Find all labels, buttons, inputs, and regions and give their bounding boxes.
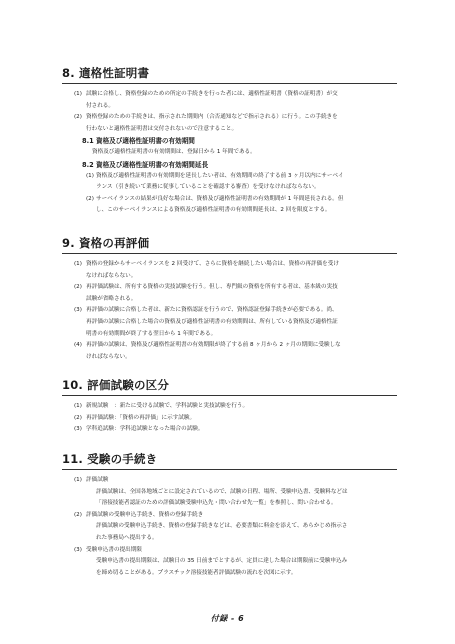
para-line: 評価試験は、全国各地域ごとに設定されているので、試験の日程、場所、受験申込書、受験料などは bbox=[96, 488, 348, 495]
section-9-para-1 bbox=[62, 259, 397, 282]
para-line: 再評価試験：「資格の再評価」に示す試験。 bbox=[86, 414, 196, 421]
subsection-8-2-para-2 bbox=[62, 194, 397, 217]
section-8-title: 8. 適格性証明書 bbox=[62, 66, 397, 84]
para-number: (1) bbox=[74, 261, 82, 267]
para-line: 資格及び適格性証明書の有効期間を延長したい者は、有効期間の終了する前 3 ヶ月以内にサーベイ bbox=[96, 172, 344, 179]
section-10-item-3 bbox=[62, 424, 397, 436]
para-line: 明書の有効期間が終了する翌日から 1 年間である。 bbox=[86, 330, 217, 337]
para-number: (1) bbox=[74, 403, 82, 409]
section-9 bbox=[62, 236, 397, 363]
para-number: (1) bbox=[74, 477, 82, 483]
section-9-para-3 bbox=[62, 305, 397, 340]
para-line: 受験申込書の提出期限は、試験日の 35 日前までとするが、定員に達した場合は期限前に受験申込み bbox=[96, 558, 348, 565]
section-11-step-2-label bbox=[62, 510, 397, 522]
section-9-title: 9. 資格の再評価 bbox=[62, 236, 397, 254]
para-line: 試験が省略される。 bbox=[86, 295, 137, 302]
para-number: (3) bbox=[74, 426, 82, 433]
para-line: 学科追試験：学科追試験となった場合の試験。 bbox=[86, 426, 204, 433]
section-9-para-2 bbox=[62, 282, 397, 305]
para-line: 評価試験の受験申込手続き、資格の登録手続きなどは、必要書類に料金を添えて、あらかじめ指示さ bbox=[96, 523, 348, 530]
para-line: を締め切ることがある。プラスチック溶接技能者評価試験の流れを次図に示す。 bbox=[96, 569, 297, 576]
section-8-para-1 bbox=[62, 89, 397, 112]
step-label-text: 評価試験の受験申込手続き、資格の登録手続き bbox=[86, 511, 204, 518]
section-8-para-2 bbox=[62, 112, 397, 135]
para-number: (1) bbox=[74, 91, 82, 97]
para-number: (2) bbox=[74, 114, 82, 121]
para-line: 「溶接技能者認証のための評価試験受験申込先・問い合わせ先一覧」を参照し、問い合わせる。 bbox=[96, 500, 337, 507]
para-line: 付される。 bbox=[86, 102, 114, 109]
section-11-step-3-body bbox=[62, 556, 397, 579]
page-footer: 付録 - 6 bbox=[210, 614, 245, 623]
subsection-8-2-title: 8.2 資格及び適格性証明書の有効期間延長 bbox=[82, 160, 209, 169]
para-number: (2) bbox=[86, 195, 94, 202]
section-10-item-1 bbox=[62, 401, 397, 413]
para-line: 資格の登録からサーベイランスを 2 回受けて、さらに資格を継続したい場合は、資格の再評価を受け bbox=[86, 261, 339, 267]
section-8 bbox=[62, 66, 397, 216]
para-line: ランス（引き続いて業務に従事していることを確認する審査）を受けなければならない。 bbox=[96, 184, 320, 191]
para-line: 再評価の試験に合格した場合の資格及び適格性証明書の有効期間は、所有している資格及び適格性証 bbox=[86, 318, 338, 325]
para-line: ければならない。 bbox=[86, 353, 131, 360]
subsection-8-1-title: 8.1 資格及び適格性証明書の有効期間 bbox=[82, 137, 195, 146]
para-line: 行わないと適格性証明書は交付されないので注意すること。 bbox=[86, 125, 238, 132]
para-number: (3) bbox=[74, 546, 82, 553]
para-line: 再評価試験は、所有する資格の実技試験を行う。但し、専門級の資格を所有する者は、基本級の実技 bbox=[86, 284, 338, 291]
para-line: 新規試験 ：新たに受ける試験で、学科試験と実技試験を行う。 bbox=[86, 403, 249, 409]
section-11-step-1-body bbox=[62, 487, 397, 510]
para-line: 試験に合格し、資格登録のための所定の手続きを行った者には、適格性証明書（資格の証明書）が交 bbox=[86, 91, 338, 97]
section-10 bbox=[62, 378, 397, 436]
subsection-8-2-para-1 bbox=[62, 171, 397, 194]
section-10-title: 10. 評価試験の区分 bbox=[62, 378, 397, 396]
subsection-8-1-body: 資格及び適格性証明書の有効期間は、登録日から 1 年間である。 bbox=[92, 149, 256, 156]
para-number: (4) bbox=[74, 342, 82, 349]
section-10-item-2 bbox=[62, 413, 397, 425]
para-number: (3) bbox=[74, 307, 82, 314]
section-11-title: 11. 受験の手続き bbox=[62, 452, 397, 470]
para-number: (2) bbox=[74, 284, 82, 291]
step-label-text: 受験申込書の提出期限 bbox=[86, 546, 142, 553]
section-11 bbox=[62, 452, 397, 579]
para-line: れた事務局へ提出する。 bbox=[96, 534, 158, 541]
para-line: 再評価の試験は、資格及び適格性証明書の有効期限が終了する前 8 ヶ月から 2 ヶ月の期間に受験しな bbox=[86, 342, 341, 349]
section-11-step-2-body bbox=[62, 521, 397, 544]
para-line: 再評価の試験に合格した者は、新たに資格認証を行うので、資格認証登録手続きが必要である。尚、 bbox=[86, 307, 338, 314]
para-line: なければならない。 bbox=[86, 272, 137, 279]
section-9-para-4 bbox=[62, 340, 397, 363]
para-line: し、このサーベイランスによる資格及び適格性証明書の有効期間延長は、2 回を限度とする。 bbox=[96, 207, 331, 213]
section-11-step-3-label bbox=[62, 545, 397, 557]
para-line: 資格登録のための手続きは、指示された期間内（合否通知などで指示される）に行う。この手続きを bbox=[86, 114, 338, 121]
para-number: (2) bbox=[74, 511, 82, 518]
step-label-text: 評価試験 bbox=[86, 477, 109, 483]
section-11-step-1-label bbox=[62, 475, 397, 487]
para-number: (1) bbox=[86, 172, 94, 179]
para-number: (2) bbox=[74, 414, 82, 421]
para-line: サーベイランスの結果が良好な場合は、資格及び適格性証明書の有効期間が 1 年間延長される。但 bbox=[96, 195, 344, 202]
